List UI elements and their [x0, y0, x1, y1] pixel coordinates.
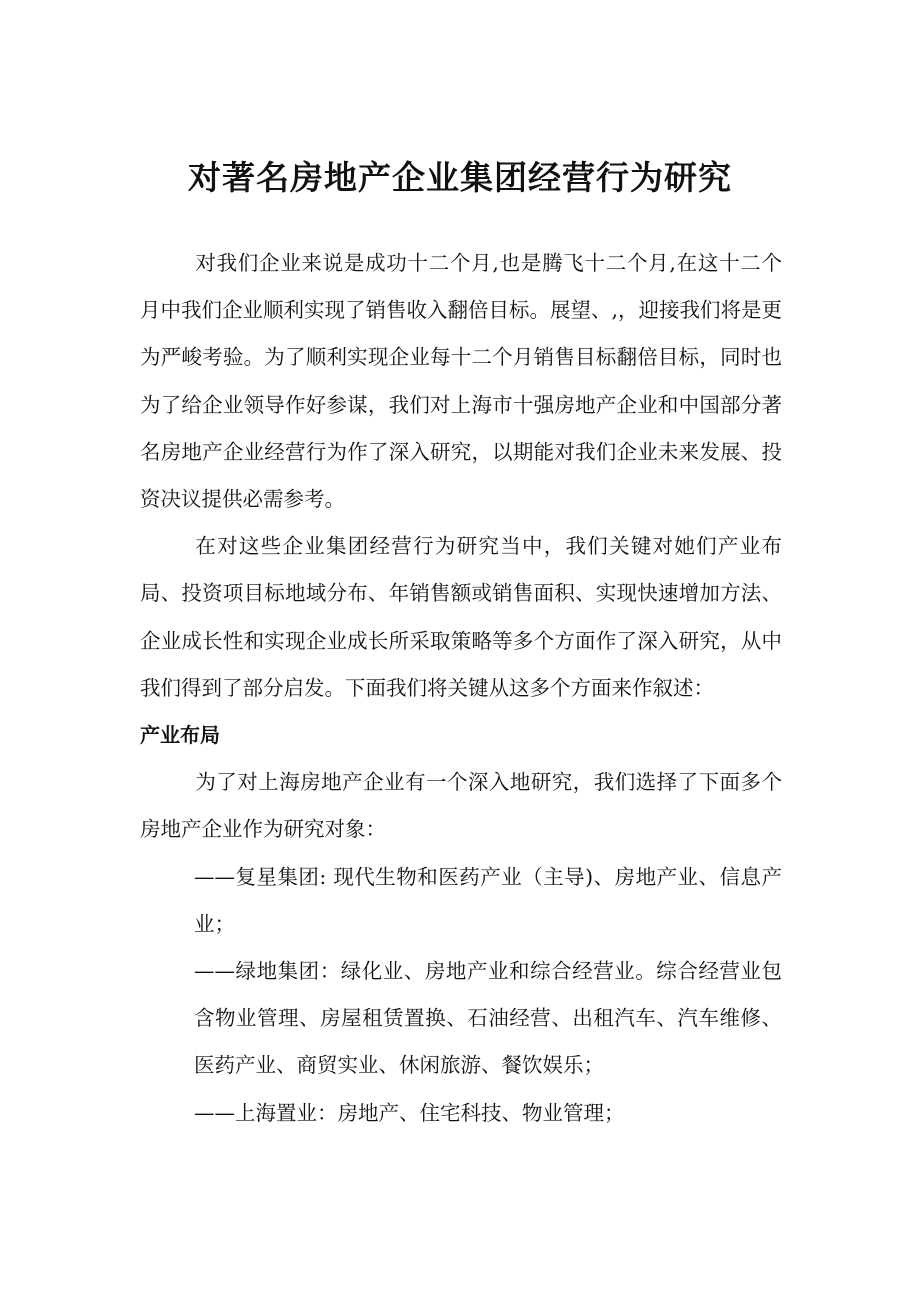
list-item: ——上海置业：房地产、住宅科技、物业管理；: [194, 1100, 625, 1125]
document-title: 对著名房地产企业集团经营行为研究: [188, 158, 732, 197]
paragraph-research-scope: 在对这些企业集团经营行为研究当中，我们关键对她们产业布局、投资项目标地域分布、年销售额或销售面积、实现快速增加方法、企业成长性和实现企业成长所采取策略等多个方面作了深入研究，从中我们得到了部分启发。下面我们将关键从这多个方面来作叙述：: [140, 534, 782, 700]
document-body: [140, 240, 782, 1137]
list-item: ——复星集团: 现代生物和医药产业（主导)、房地产业、信息产业；: [194, 864, 782, 936]
paragraph-intro: 对我们企业来说是成功十二个月,也是腾飞十二个月,在这十二个月中我们企业顺利实现了销售收入翻倍目标。展望、,，迎接我们将是更为严峻考验。为了顺利实现企业每十二个月销售目标翻倍目标，同时也为了给企业领导作好参谋，我们对上海市十强房地产企业和中国部分著名房地产企业经营行为作了深入研究，以期能对我们企业未来发展、投资决议提供必需参考。: [140, 251, 783, 512]
section-heading: 产业布局: [140, 723, 220, 748]
list-item: ——绿地集团：绿化业、房地产业和综合经营业。综合经营业包含物业管理、房屋租赁置换、石油经营、出租汽车、汽车维修、医药产业、商贸实业、休闲旅游、餐饮娱乐；: [194, 959, 782, 1078]
section-intro: 为了对上海房地产企业有一个深入地研究，我们选择了下面多个房地产企业作为研究对象：: [140, 770, 782, 842]
